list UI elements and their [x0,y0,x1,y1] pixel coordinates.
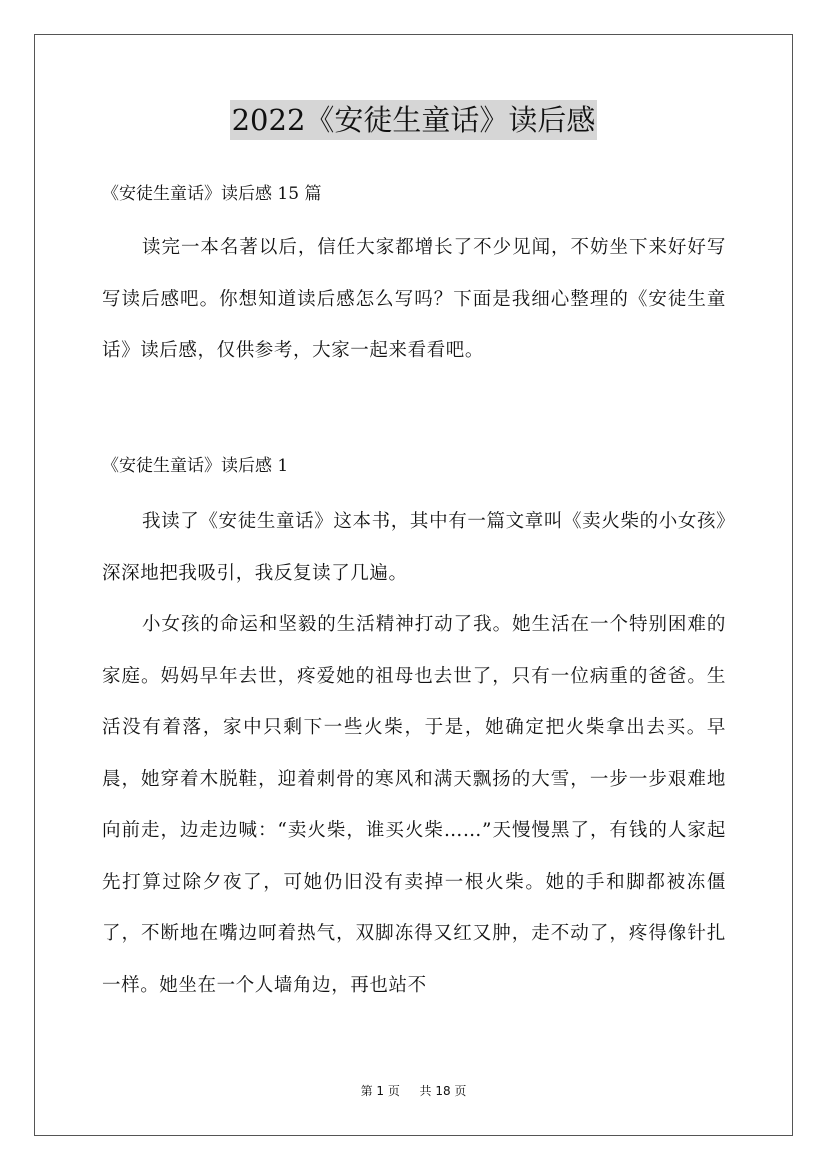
page-number-current: 第 1 页 [360,1084,400,1098]
page-number-total: 共 18 页 [419,1084,467,1098]
document-subtitle: 《安徒生童话》读后感 15 篇 [102,184,322,204]
section-heading: 《安徒生童话》读后感 1 [102,456,289,476]
document-title: 2022《安徒生童话》读后感 [230,100,598,140]
intro-paragraph: 读完一本名著以后，信任大家都增长了不少见闻，不妨坐下来好好写写读后感吧。你想知道读后感怎么写吗？下面是我细心整理的《安徒生童话》读后感，仅供参考，大家一起来看看吧。 [102,237,726,361]
page-footer [0,1083,827,1099]
title-container [0,100,827,140]
body-paragraph: 小女孩的命运和坚毅的生活精神打动了我。她生活在一个特别困难的家庭。妈妈早年去世，疼爱她的祖母也去世了，只有一位病重的爸爸。生活没有着落，家中只剩下一些火柴，于是，她确定把火柴拿出去买。早晨，她穿着木脱鞋，迎着刺骨的寒风和满天飘扬的大雪，一步一步艰难地向前走，边走边喊：“卖火柴，谁买火柴……”天慢慢黑了，有钱的人家起先打算过除夕夜了，可她仍旧没有卖掉一根火柴。她的手和脚都被冻僵了，不断地在嘴边呵着热气，双脚冻得又红又肿，走不动了，疼得像针扎一样。她坐在一个人墙角边，再也站不 [102,614,726,996]
body-paragraph: 我读了《安徒生童话》这本书，其中有一篇文章叫《卖火柴的小女孩》深深地把我吸引，我反复读了几遍。 [102,511,726,584]
